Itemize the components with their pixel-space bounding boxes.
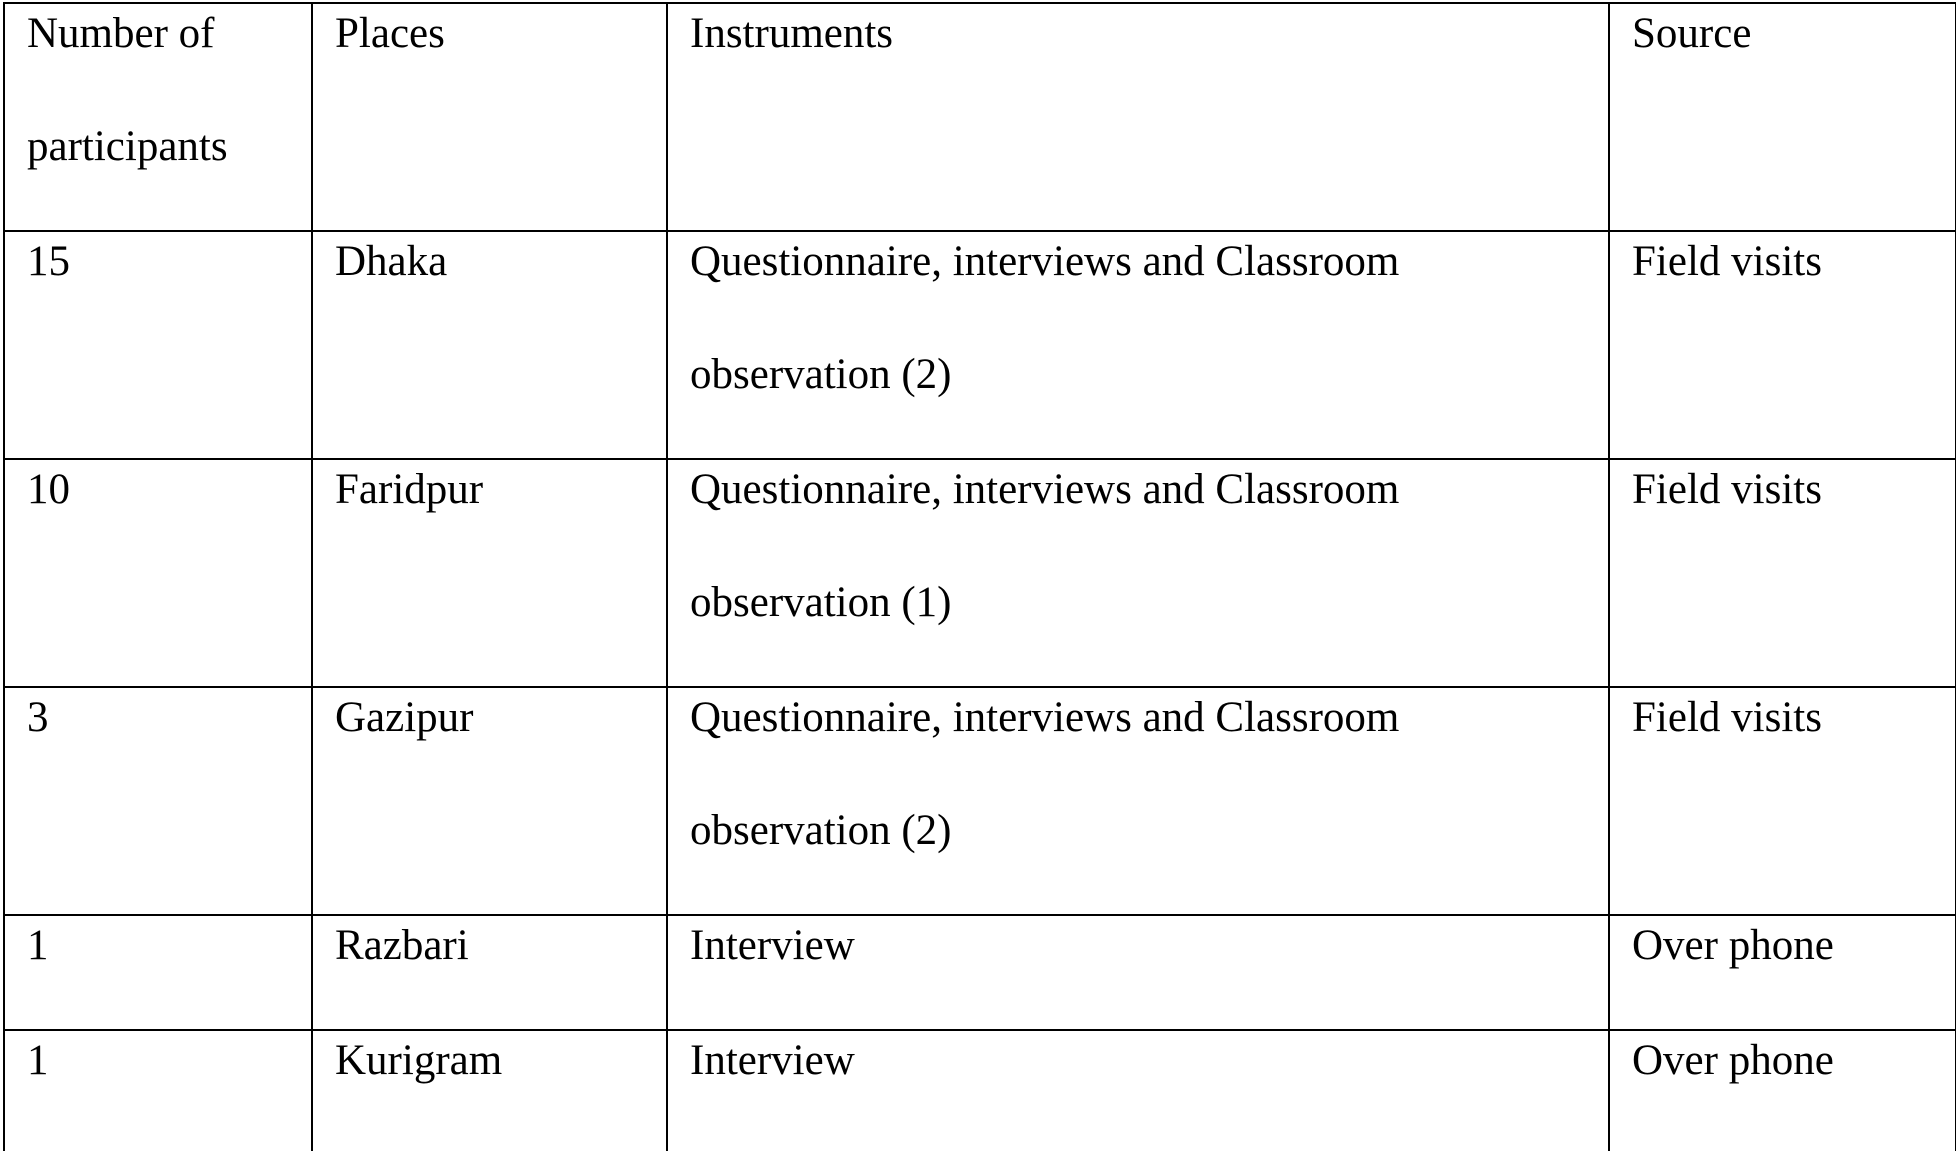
cell-place: Gazipur xyxy=(312,687,667,915)
cell-number: 10 xyxy=(4,459,312,687)
cell-instruments: Questionnaire, interviews and Classroom observation (2) xyxy=(667,231,1609,459)
cell-instruments: Questionnaire, interviews and Classroom observation (1) xyxy=(667,459,1609,687)
header-places-text: Places xyxy=(335,10,445,57)
cell-number: 1 xyxy=(4,1030,312,1151)
header-cell-number xyxy=(4,3,312,231)
table-row xyxy=(4,459,1956,687)
header-cell-source xyxy=(1609,3,1956,231)
cell-place: Razbari xyxy=(312,915,667,1030)
header-number-line-1: Number of xyxy=(27,10,215,57)
participants-table xyxy=(3,2,1956,1151)
cell-place: Kurigram xyxy=(312,1030,667,1151)
header-instruments-text: Instruments xyxy=(690,10,894,57)
table-header-row xyxy=(4,3,1956,231)
cell-source: Field visits xyxy=(1609,231,1956,459)
cell-place: Dhaka xyxy=(312,231,667,459)
table-row xyxy=(4,231,1956,459)
table-row xyxy=(4,1030,1956,1151)
header-cell-instruments xyxy=(667,3,1609,231)
header-number-line-2: participants xyxy=(27,123,228,170)
cell-instruments: Questionnaire, interviews and Classroom observation (2) xyxy=(667,687,1609,915)
cell-number: 3 xyxy=(4,687,312,915)
cell-place: Faridpur xyxy=(312,459,667,687)
cell-number: 1 xyxy=(4,915,312,1030)
header-source-text: Source xyxy=(1632,10,1752,57)
cell-instruments: Interview xyxy=(667,915,1609,1030)
cell-source: Over phone xyxy=(1609,1030,1956,1151)
cell-source: Field visits xyxy=(1609,687,1956,915)
cell-number: 15 xyxy=(4,231,312,459)
table-row xyxy=(4,687,1956,915)
cell-source: Field visits xyxy=(1609,459,1956,687)
cell-instruments: Interview xyxy=(667,1030,1609,1151)
header-cell-places xyxy=(312,3,667,231)
table-row xyxy=(4,915,1956,1030)
cell-source: Over phone xyxy=(1609,915,1956,1030)
